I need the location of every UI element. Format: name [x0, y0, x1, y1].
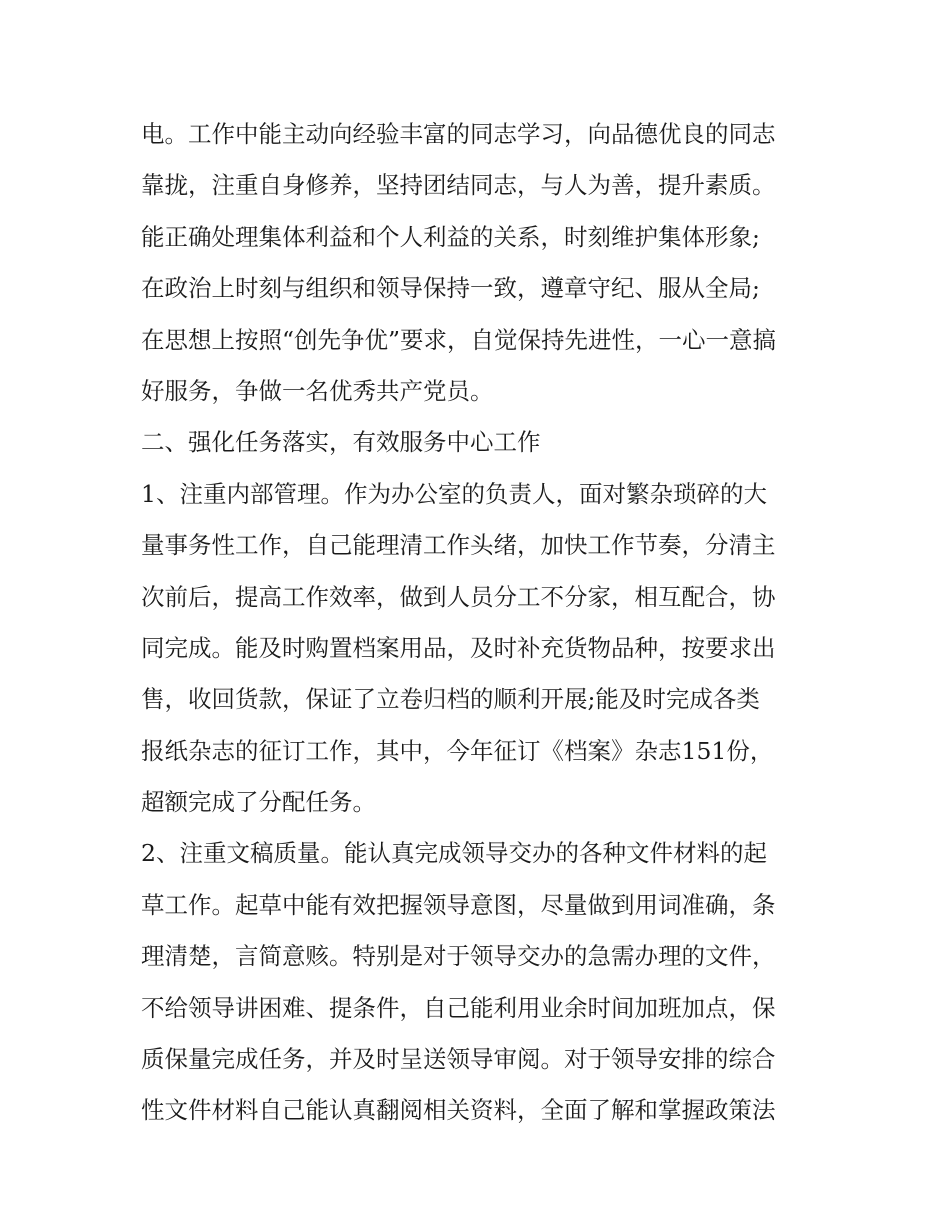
text-line: 超额完成了分配任务。	[141, 788, 376, 817]
text-line: 质保量完成任务，并及时呈送领导审阅。对于领导安排的综合	[141, 1045, 776, 1074]
text-line: 量事务性工作，自己能理清工作头绪，加快工作节奏，分清主	[141, 531, 776, 560]
text-line: 在政治上时刻与组织和领导保持一致，遵章守纪、服从全局;	[141, 274, 760, 303]
text-line: 好服务，争做一名优秀共产党员。	[141, 376, 494, 405]
body-text	[141, 109, 813, 1137]
text-line: 草工作。起草中能有效把握领导意图，尽量做到用词准确，条	[141, 890, 776, 919]
text-line: 报纸杂志的征订工作，其中，今年征订《档案》杂志151份，	[141, 736, 774, 765]
text-line: 性文件材料自己能认真翻阅相关资料，全面了解和掌握政策法	[141, 1096, 776, 1125]
text-line: 售，收回货款，保证了立卷归档的顺利开展;能及时完成各类	[141, 685, 760, 714]
text-line: 同完成。能及时购置档案用品，及时补充货物品种，按要求出	[141, 633, 776, 662]
text-line: 1、注重内部管理。作为办公室的负责人，面对繁杂琐碎的大	[141, 479, 767, 508]
text-line: 2、注重文稿质量。能认真完成领导交办的各种文件材料的起	[141, 839, 767, 868]
text-line: 理清楚，言简意赅。特别是对于领导交办的急需办理的文件，	[141, 942, 776, 971]
text-line: 在思想上按照“创先争优”要求，自觉保持先进性，一心一意搞	[141, 325, 777, 354]
text-line: 不给领导讲困难、提条件，自己能利用业余时间加班加点，保	[141, 993, 776, 1022]
text-line: 能正确处理集体利益和个人利益的关系，时刻维护集体形象;	[141, 222, 760, 251]
text-line: 靠拢，注重自身修养，坚持团结同志，与人为善，提升素质。	[141, 171, 776, 200]
section-heading: 二、强化任务落实，有效服务中心工作	[141, 428, 541, 457]
text-line: 电。工作中能主动向经验丰富的同志学习，向品德优良的同志	[141, 120, 776, 148]
text-line: 次前后，提高工作效率，做到人员分工不分家，相互配合，协	[141, 582, 776, 611]
